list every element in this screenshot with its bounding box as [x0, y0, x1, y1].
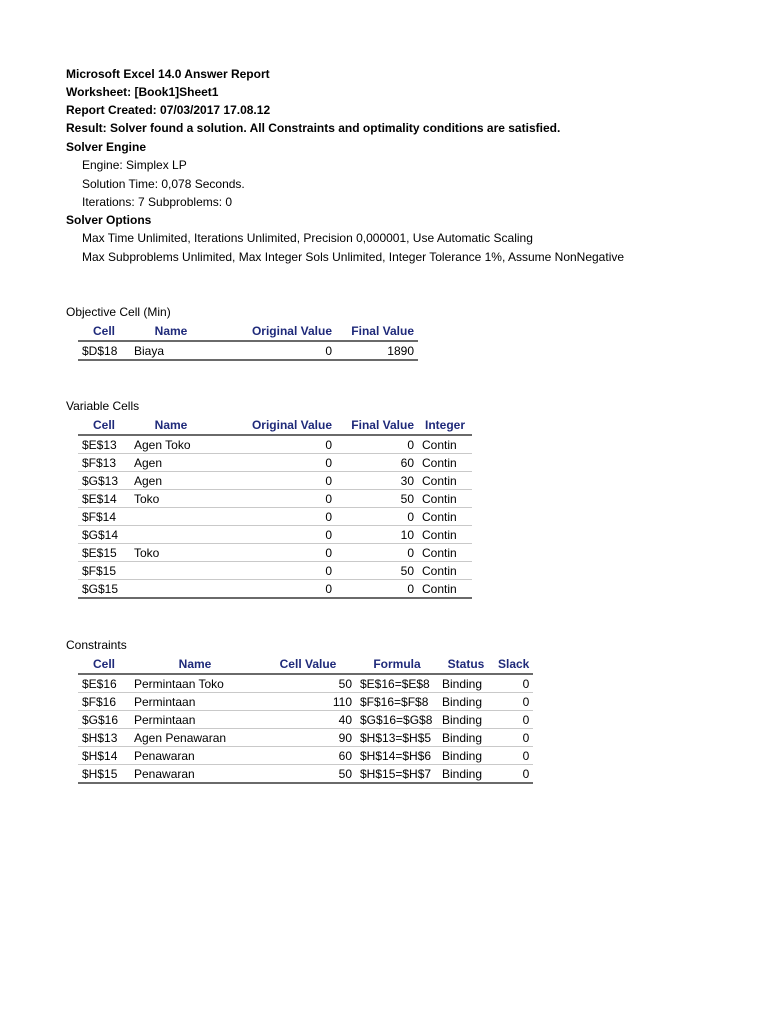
column-header: Name — [130, 322, 212, 341]
column-header: Cell — [78, 655, 130, 674]
cell-original: 0 — [212, 341, 336, 360]
constraints-table — [78, 655, 533, 784]
objective-section-title: Objective Cell (Min) — [66, 305, 171, 319]
cell-value: 60 — [260, 747, 356, 765]
cell-cell: $D$18 — [78, 341, 130, 360]
cell-original: 0 — [212, 454, 336, 472]
solution-time-line: Solution Time: 0,078 Seconds. — [82, 177, 245, 191]
cell-name: Biaya — [130, 341, 212, 360]
cell-cell: $G$13 — [78, 472, 130, 490]
cell-cell: $E$15 — [78, 544, 130, 562]
cell-name: Permintaan — [130, 711, 260, 729]
cell-cell: $H$15 — [78, 765, 130, 784]
table-row — [78, 729, 533, 747]
cell-integer: Contin — [418, 490, 472, 508]
cell-integer: Contin — [418, 472, 472, 490]
table-row — [78, 544, 472, 562]
column-header: Slack — [494, 655, 533, 674]
cell-formula: $H$13=$H$5 — [356, 729, 438, 747]
table-row — [78, 435, 472, 454]
column-header: Formula — [356, 655, 438, 674]
cell-final: 0 — [336, 508, 418, 526]
table-row — [78, 341, 418, 360]
cell-original: 0 — [212, 562, 336, 580]
cell-name: Toko — [130, 490, 212, 508]
cell-formula: $H$15=$H$7 — [356, 765, 438, 784]
result-line: Result: Solver found a solution. All Constraints and optimality conditions are satisfied. — [66, 121, 561, 135]
report-title: Microsoft Excel 14.0 Answer Report — [66, 67, 270, 81]
table-row — [78, 674, 533, 693]
table-row — [78, 526, 472, 544]
column-header: Name — [130, 655, 260, 674]
cell-name: Agen — [130, 454, 212, 472]
cell-final: 0 — [336, 580, 418, 599]
cell-status: Binding — [438, 693, 494, 711]
cell-integer: Contin — [418, 580, 472, 599]
cell-original: 0 — [212, 580, 336, 599]
cell-value: 90 — [260, 729, 356, 747]
cell-name — [130, 508, 212, 526]
constraints-section-title: Constraints — [66, 638, 127, 652]
solver-options-heading: Solver Options — [66, 213, 152, 227]
column-header: Original Value — [212, 322, 336, 341]
report-created-line: Report Created: 07/03/2017 17.08.12 — [66, 103, 271, 117]
cell-final: 10 — [336, 526, 418, 544]
cell-cell: $G$14 — [78, 526, 130, 544]
cell-name — [130, 580, 212, 599]
cell-original: 0 — [212, 508, 336, 526]
table-row — [78, 508, 472, 526]
cell-original: 0 — [212, 526, 336, 544]
column-header: Integer — [418, 416, 472, 435]
table-row — [78, 693, 533, 711]
cell-final: 0 — [336, 435, 418, 454]
cell-original: 0 — [212, 544, 336, 562]
cell-integer: Contin — [418, 508, 472, 526]
options-line-2: Max Subproblems Unlimited, Max Integer Sols Unlimited, Integer Tolerance 1%, Assume NonNegative — [82, 250, 625, 264]
cell-cell: $E$14 — [78, 490, 130, 508]
cell-cell: $G$16 — [78, 711, 130, 729]
cell-value: 50 — [260, 765, 356, 784]
cell-name: Agen — [130, 472, 212, 490]
cell-formula: $G$16=$G$8 — [356, 711, 438, 729]
cell-name: Agen Toko — [130, 435, 212, 454]
column-header: Name — [130, 416, 212, 435]
column-header: Cell — [78, 416, 130, 435]
table-row — [78, 711, 533, 729]
engine-line: Engine: Simplex LP — [82, 158, 187, 172]
cell-final: 0 — [336, 544, 418, 562]
options-line-1: Max Time Unlimited, Iterations Unlimited, Precision 0,000001, Use Automatic Scaling — [82, 231, 533, 245]
variables-section-title: Variable Cells — [66, 399, 140, 413]
table-row — [78, 580, 472, 599]
cell-formula: $E$16=$E$8 — [356, 674, 438, 693]
column-header: Final Value — [336, 416, 418, 435]
cell-formula: $F$16=$F$8 — [356, 693, 438, 711]
cell-status: Binding — [438, 674, 494, 693]
iterations-line: Iterations: 7 Subproblems: 0 — [82, 195, 233, 209]
cell-name: Toko — [130, 544, 212, 562]
cell-integer: Contin — [418, 435, 472, 454]
column-header: Cell Value — [260, 655, 356, 674]
cell-slack: 0 — [494, 711, 533, 729]
cell-final: 50 — [336, 562, 418, 580]
cell-cell: $G$15 — [78, 580, 130, 599]
cell-cell: $H$13 — [78, 729, 130, 747]
cell-original: 0 — [212, 472, 336, 490]
cell-final: 1890 — [336, 341, 418, 360]
cell-status: Binding — [438, 711, 494, 729]
cell-integer: Contin — [418, 454, 472, 472]
column-header: Original Value — [212, 416, 336, 435]
cell-value: 110 — [260, 693, 356, 711]
cell-name: Penawaran — [130, 747, 260, 765]
table-row — [78, 472, 472, 490]
cell-value: 50 — [260, 674, 356, 693]
cell-final: 30 — [336, 472, 418, 490]
cell-original: 0 — [212, 435, 336, 454]
cell-cell: $F$16 — [78, 693, 130, 711]
cell-cell: $F$13 — [78, 454, 130, 472]
table-row — [78, 490, 472, 508]
cell-cell: $H$14 — [78, 747, 130, 765]
cell-status: Binding — [438, 765, 494, 784]
cell-slack: 0 — [494, 693, 533, 711]
worksheet-line: Worksheet: [Book1]Sheet1 — [66, 85, 219, 99]
cell-cell: $F$14 — [78, 508, 130, 526]
cell-name — [130, 562, 212, 580]
cell-cell: $F$15 — [78, 562, 130, 580]
cell-cell: $E$13 — [78, 435, 130, 454]
cell-final: 50 — [336, 490, 418, 508]
objective-table — [78, 322, 418, 361]
cell-slack: 0 — [494, 729, 533, 747]
cell-name: Agen Penawaran — [130, 729, 260, 747]
variables-table — [78, 416, 472, 599]
column-header: Cell — [78, 322, 130, 341]
table-row — [78, 454, 472, 472]
cell-integer: Contin — [418, 562, 472, 580]
cell-formula: $H$14=$H$6 — [356, 747, 438, 765]
cell-name: Permintaan Toko — [130, 674, 260, 693]
cell-integer: Contin — [418, 544, 472, 562]
table-row — [78, 765, 533, 784]
solver-engine-heading: Solver Engine — [66, 140, 147, 154]
table-row — [78, 562, 472, 580]
cell-final: 60 — [336, 454, 418, 472]
column-header: Status — [438, 655, 494, 674]
cell-status: Binding — [438, 729, 494, 747]
cell-status: Binding — [438, 747, 494, 765]
cell-integer: Contin — [418, 526, 472, 544]
cell-value: 40 — [260, 711, 356, 729]
cell-slack: 0 — [494, 765, 533, 784]
cell-name — [130, 526, 212, 544]
cell-original: 0 — [212, 490, 336, 508]
table-row — [78, 747, 533, 765]
cell-cell: $E$16 — [78, 674, 130, 693]
cell-slack: 0 — [494, 747, 533, 765]
cell-name: Penawaran — [130, 765, 260, 784]
column-header: Final Value — [336, 322, 418, 341]
cell-name: Permintaan — [130, 693, 260, 711]
cell-slack: 0 — [494, 674, 533, 693]
